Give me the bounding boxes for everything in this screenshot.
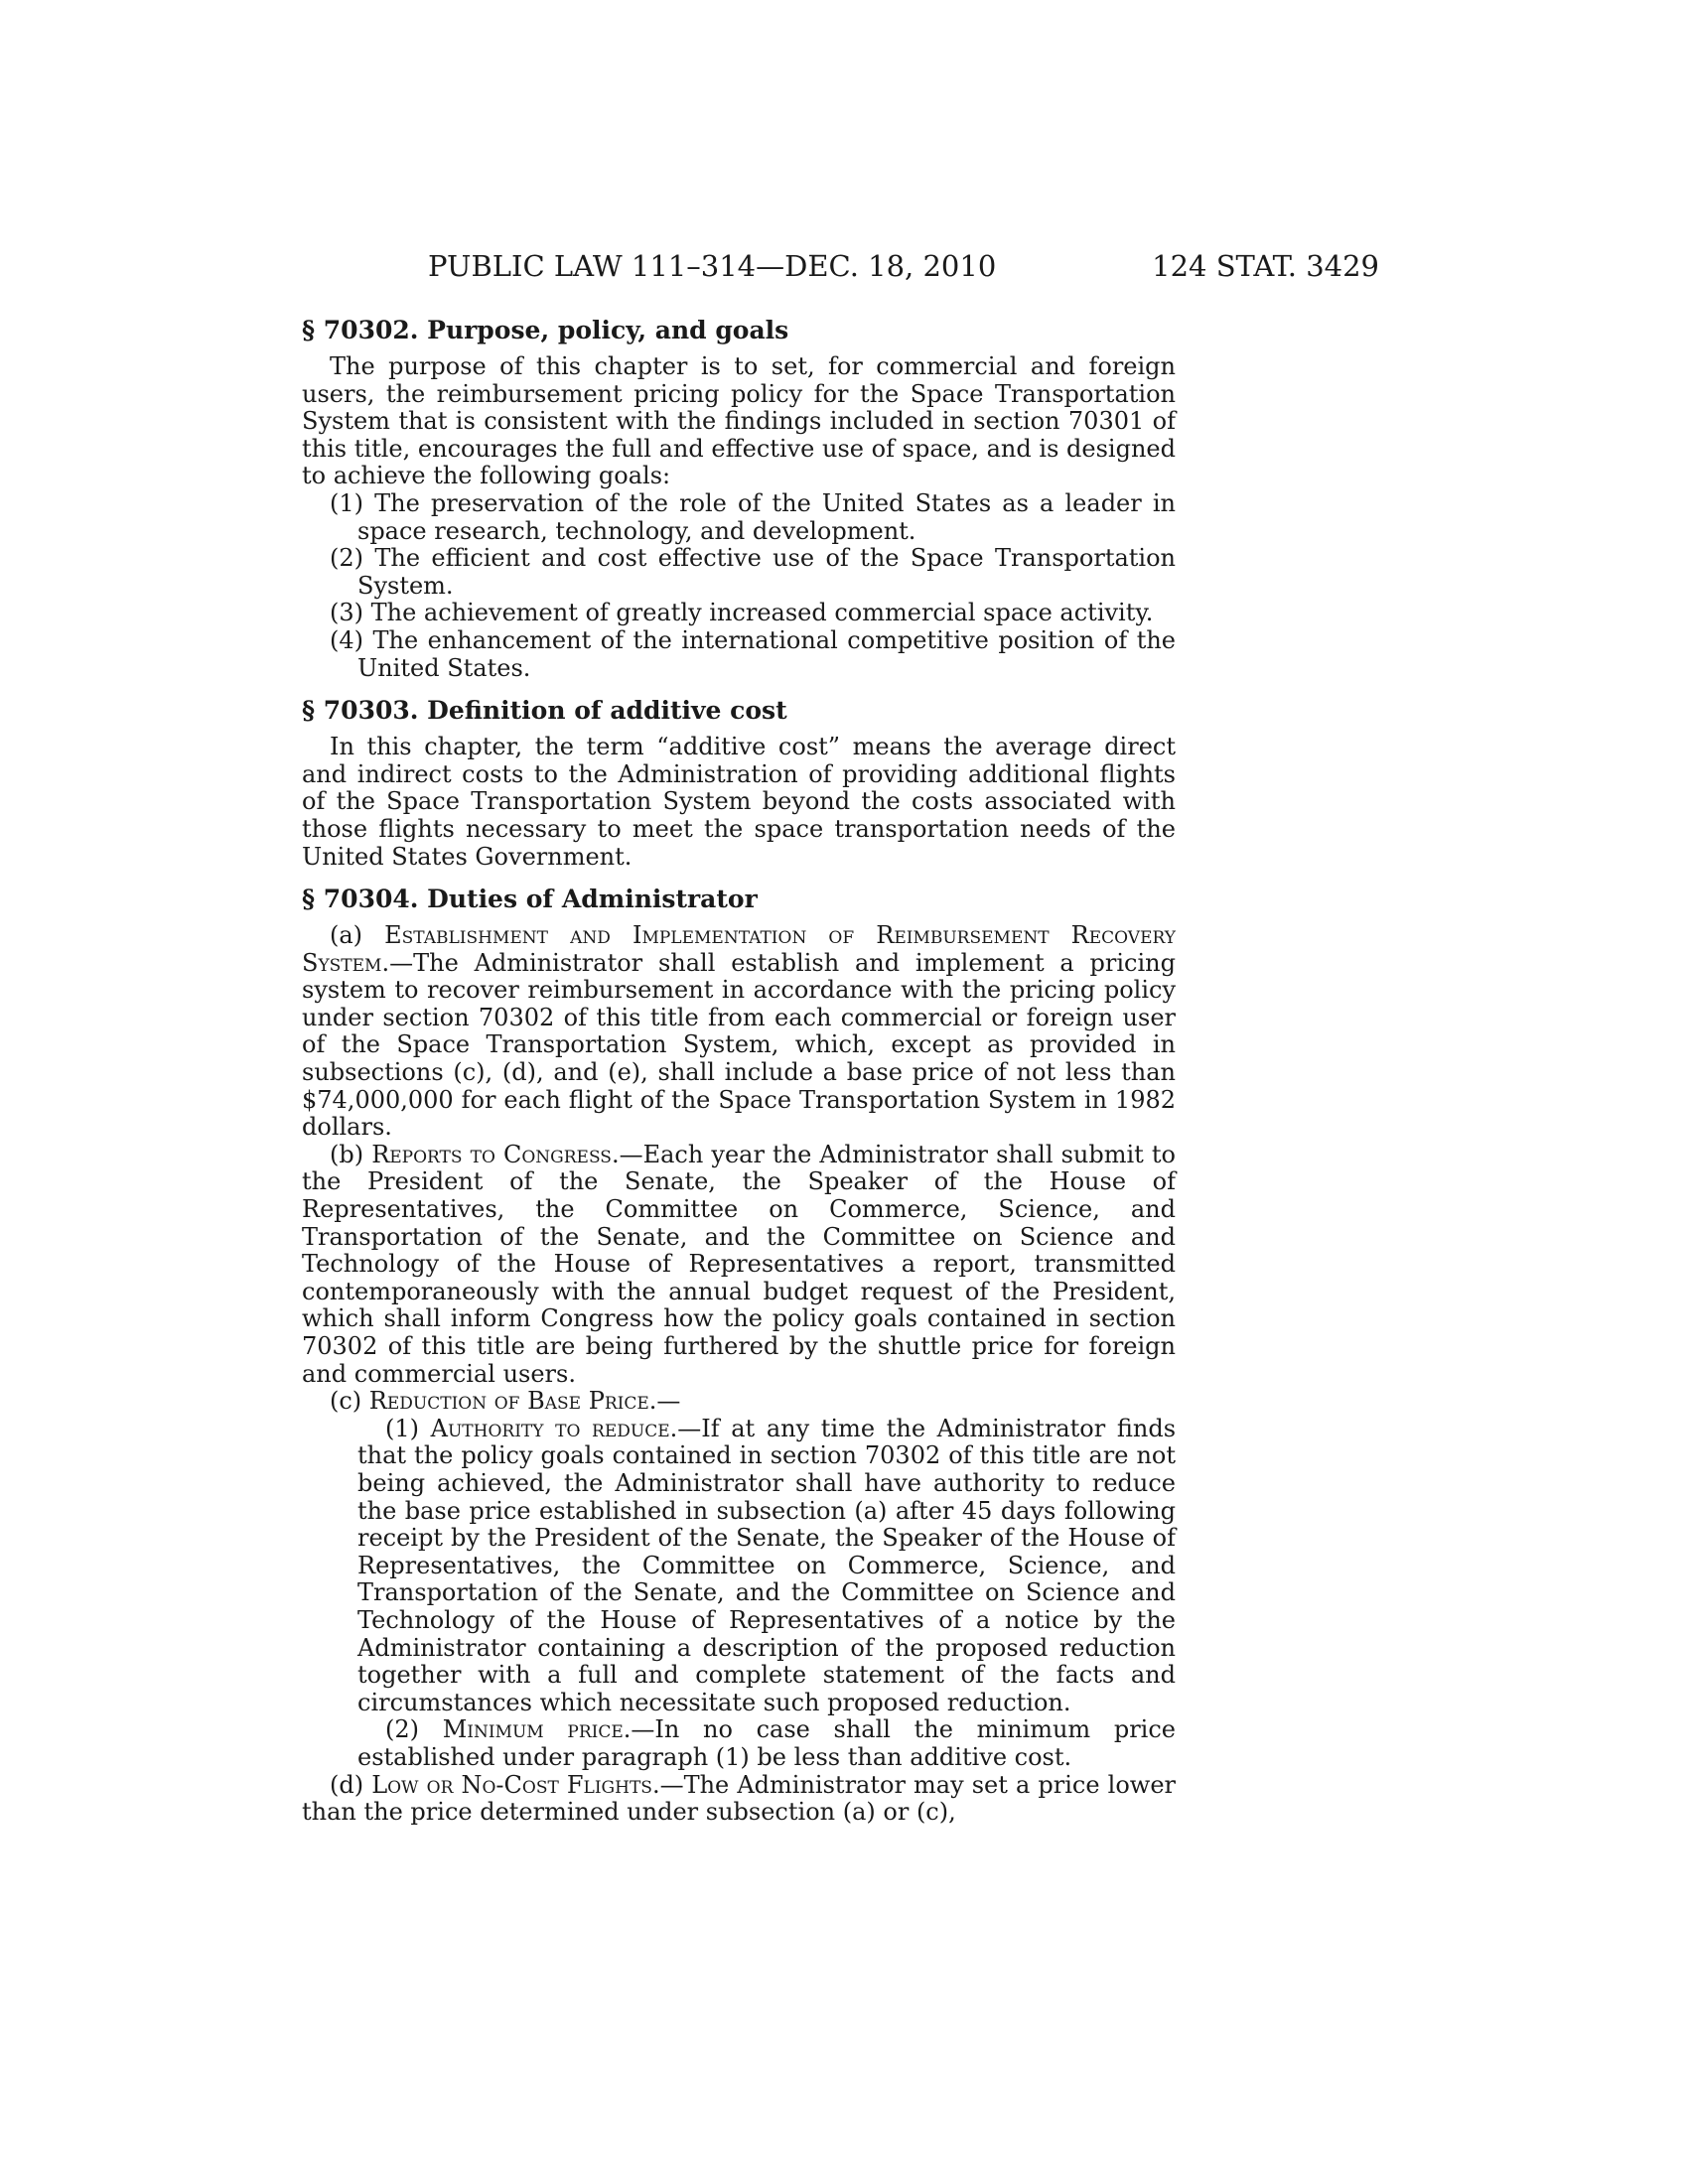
running-header bbox=[428, 248, 1379, 284]
paragraph-c2 bbox=[302, 1716, 1176, 1771]
subsection-d-text: —The Administrator may set a price lower than the price determined under subsection (a) or (c), bbox=[302, 1770, 1176, 1827]
subsection-b-label: (b) bbox=[330, 1140, 372, 1168]
public-law-title: PUBLIC LAW 111–314—DEC. 18, 2010 bbox=[428, 249, 997, 283]
paragraph-c1-caption: Authority to reduce. bbox=[430, 1414, 678, 1442]
subsection-b-text: —Each year the Administrator shall submit to the President of the Senate, the Speaker of the House of Representatives, the Committee on Commerce, Science, and Transportation of the Senate, and the Committee on Science and Technology of the House of Representatives a report, transmitted contemporaneously with the annual budget request of the President, which shall inform Congress how the policy goals contained in section 70302 of this title are being furthered by the shuttle price for foreign and commercial users. bbox=[302, 1140, 1176, 1388]
subsection-a-label: (a) bbox=[330, 921, 385, 950]
subsection-b bbox=[302, 1142, 1176, 1388]
subsection-d-caption: Low or No-Cost Flights. bbox=[371, 1770, 660, 1799]
subsection-c-text: — bbox=[656, 1387, 681, 1416]
goal-2: (2) The efficient and cost effective use of the Space Transportation System. bbox=[330, 544, 1176, 600]
goal-4: (4) The enhancement of the international competitive position of the United States. bbox=[330, 625, 1176, 682]
paragraph-c2-caption: Minimum price. bbox=[442, 1715, 632, 1744]
paragraph-c1-text: —If at any time the Administrator finds that the policy goals contained in section 70302 of this title are not being achieved, the Administrator shall have authority to reduce the base price established in subsection (a) after 45 days following receipt by the President of the Senate, the Speaker of the House of Representatives, the Committee on Commerce, Science, and Transportation of the Senate, and the Committee on Science and Technology of the House of Representatives of a notice by the Administrator containing a description of the proposed reduction together with a full and complete statement of the facts and circumstances which necessitate such proposed reduction. bbox=[357, 1414, 1177, 1716]
subsection-d bbox=[302, 1772, 1176, 1827]
section-70302-intro: The purpose of this chapter is to set, for commercial and foreign users, the reimbursement pricing policy for the Space Transportation System that is consistent with the findings included in section 70301 of this title, encourages the full and effective use of space, and is designed to achieve the following goals: bbox=[302, 352, 1176, 490]
statute-page-number: 124 STAT. 3429 bbox=[1152, 249, 1379, 283]
paragraph-c2-text: —In no case shall the minimum price established under paragraph (1) be less than additive cost. bbox=[357, 1715, 1177, 1771]
subsection-c bbox=[302, 1388, 1176, 1416]
subsection-c-label: (c) bbox=[330, 1387, 369, 1416]
subsection-a-caption: Establishment and Implementation of Reimbursement Recovery System. bbox=[302, 921, 1176, 977]
subsection-c-caption: Reduction of Base Price. bbox=[368, 1387, 657, 1416]
section-70303-text: In this chapter, the term “additive cost” means the average direct and indirect costs to the Administration of providing additional flights of the Space Transportation System beyond the costs associated with those flights necessary to meet the space transportation needs of the United States Government. bbox=[302, 733, 1176, 871]
paragraph-c1 bbox=[302, 1416, 1176, 1717]
section-70302-heading: § 70302. Purpose, policy, and goals bbox=[302, 316, 789, 344]
subsection-a bbox=[302, 922, 1176, 1142]
goal-3: (3) The achievement of greatly increased commercial space activity. bbox=[330, 599, 1154, 627]
section-70304-heading: § 70304. Duties of Administrator bbox=[302, 885, 758, 914]
goal-1: (1) The preservation of the role of the United States as a leader in space research, technology, and development. bbox=[330, 488, 1176, 545]
subsection-a-text: —The Administrator shall establish and implement a pricing system to recover reimbursement in accordance with the pricing policy under section 70302 of this title from each commercial or foreign user of the Space Transportation System, which, except as provided in subsections (c), (d), and (e), shall include a base price of not less than $74,000,000 for each flight of the Space Transportation System in 1982 dollars. bbox=[302, 948, 1176, 1142]
subsection-d-label: (d) bbox=[330, 1770, 372, 1799]
section-70303-heading: § 70303. Definition of additive cost bbox=[302, 696, 787, 726]
paragraph-c1-label: (1) bbox=[385, 1414, 431, 1442]
subsection-b-caption: Reports to Congress. bbox=[371, 1140, 620, 1168]
body-text bbox=[302, 316, 1176, 1827]
paragraph-c2-label: (2) bbox=[385, 1715, 443, 1744]
